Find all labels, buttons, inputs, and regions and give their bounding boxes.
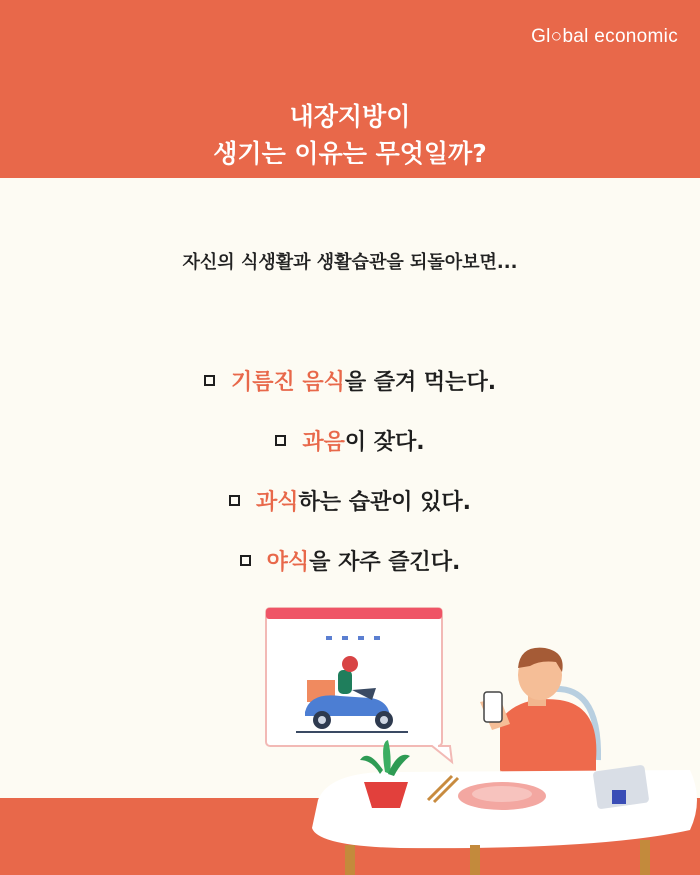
- item-highlight: 야식: [266, 549, 310, 575]
- brand-logo: Gl○bal economic: [531, 26, 678, 47]
- item-text: 하는 습관이 있다.: [298, 489, 471, 515]
- item-highlight: 과음: [302, 429, 345, 455]
- checklist-item: [0, 410, 700, 470]
- item-highlight: 과식: [256, 489, 299, 515]
- checkbox-icon: [204, 375, 215, 386]
- checklist-item: [0, 470, 700, 530]
- man-figure: [480, 648, 596, 790]
- checklist-item: [0, 530, 700, 590]
- illustration: [0, 600, 700, 875]
- item-text: 을 자주 즐긴다.: [309, 549, 461, 575]
- checkbox-icon: [240, 555, 251, 566]
- checkbox-icon: [229, 495, 240, 506]
- title-line-2: 생기는 이유는 무엇일까?: [213, 139, 487, 168]
- item-text: 을 즐겨 먹는다.: [344, 369, 497, 395]
- page-title: [0, 98, 700, 172]
- delivery-bubble: [266, 608, 452, 762]
- checklist-item: [0, 350, 700, 410]
- checkbox-icon: [275, 435, 286, 446]
- item-highlight: 기름진 음식: [230, 369, 345, 395]
- tablet-icon: [593, 765, 650, 810]
- intro-text: 자신의 식생활과 생활습관을 되돌아보면...: [182, 252, 518, 273]
- title-line-1: 내장지방이: [289, 102, 411, 131]
- checklist: [0, 350, 700, 590]
- item-text: 이 잦다.: [344, 429, 425, 455]
